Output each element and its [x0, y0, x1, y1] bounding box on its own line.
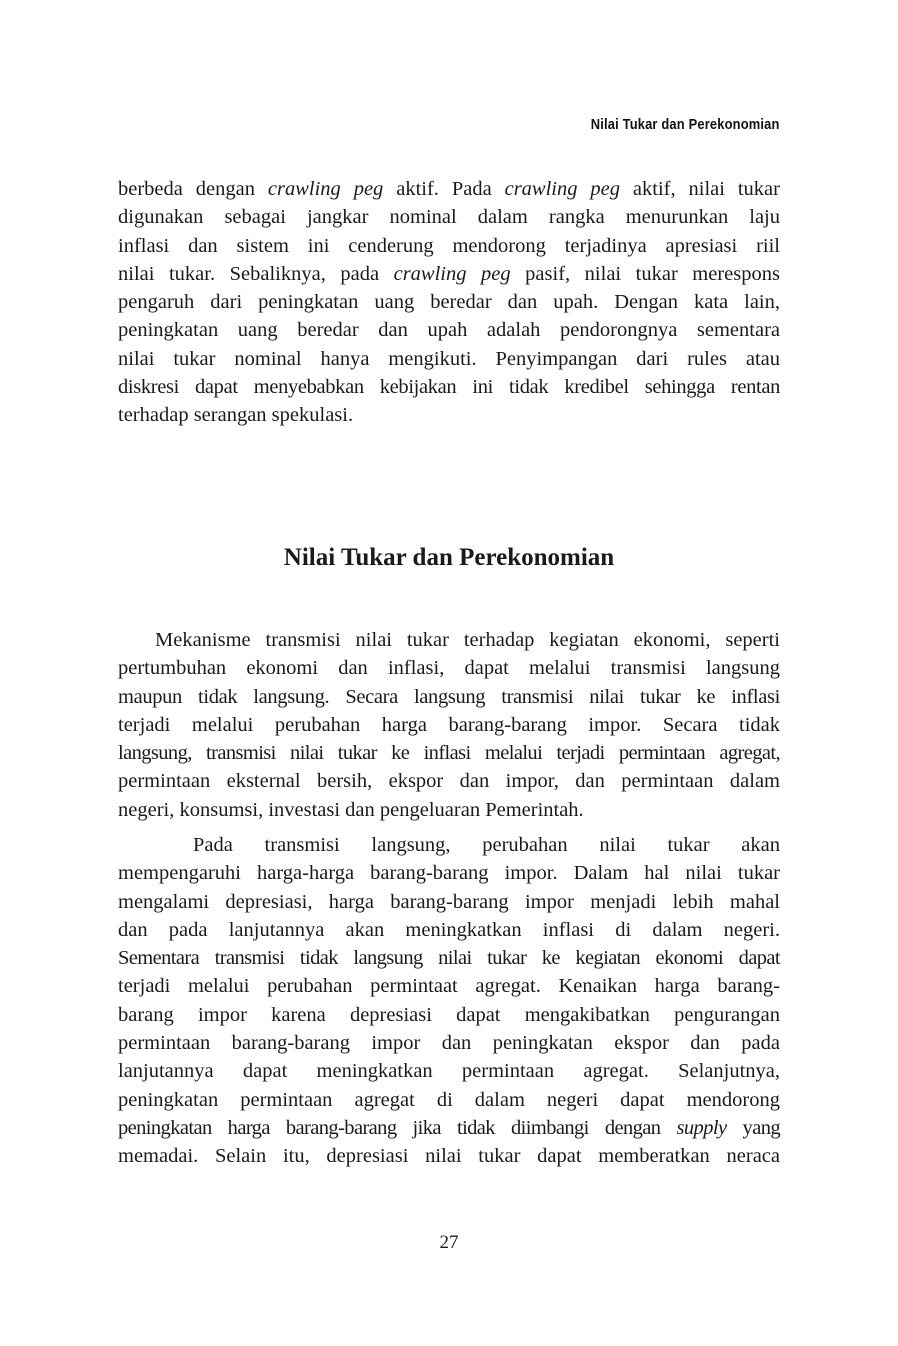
text-line: digunakan sebagai jangkar nominal dalam rangka menurunkan laju [118, 206, 780, 229]
section-title: Nilai Tukar dan Perekonomian [283, 544, 615, 571]
running-header: Nilai Tukar dan Perekonomian [591, 116, 780, 133]
text-line: negeri, konsumsi, investasi dan pengeluaran Pemerintah. [118, 798, 584, 821]
text-line: dan pada lanjutannya akan meningkatkan inflasi di dalam negeri. [118, 918, 780, 941]
text-line: mempengaruhi harga-harga barang-barang impor. Dalam hal nilai tukar [118, 862, 780, 885]
body-paragraph-1 [118, 626, 780, 824]
text-line: nilai tukar. Sebaliknya, pada crawling peg pasif, nilai tukar merespons [118, 262, 780, 285]
intro-paragraph [118, 175, 780, 430]
text-line: memadai. Selain itu, depresiasi nilai tukar dapat memberatkan neraca [118, 1145, 780, 1168]
text-line: pengaruh dari peningkatan uang beredar dan upah. Dengan kata lain, [118, 291, 780, 314]
text-line: inflasi dan sistem ini cenderung mendorong terjadinya apresiasi riil [118, 234, 780, 257]
text-line: permintaan eksternal bersih, ekspor dan impor, dan permintaan dalam [118, 770, 780, 793]
body-paragraph-2 [118, 831, 780, 1171]
text-line: barang impor karena depresiasi dapat mengakibatkan pengurangan [118, 1003, 780, 1026]
text-line: diskresi dapat menyebabkan kebijakan ini tidak kredibel sehingga rentan [118, 376, 780, 399]
text-line: berbeda dengan crawling peg aktif. Pada crawling peg aktif, nilai tukar [118, 178, 780, 200]
page-number: 27 [439, 1232, 459, 1253]
text-line: Pada transmisi langsung, perubahan nilai tukar akan [193, 834, 780, 856]
text-line: nilai tukar nominal hanya mengikuti. Penyimpangan dari rules atau [118, 347, 780, 370]
text-line: terjadi melalui perubahan harga barang-barang impor. Secara tidak [118, 713, 780, 736]
text-line: langsung, transmisi nilai tukar ke inflasi melalui terjadi permintaan agregat, [118, 742, 780, 765]
text-line: lanjutannya dapat meningkatkan permintaan agregat. Selanjutnya, [118, 1060, 780, 1083]
text-line: mengalami depresiasi, harga barang-barang impor menjadi lebih mahal [118, 890, 780, 913]
text-line: Mekanisme transmisi nilai tukar terhadap kegiatan ekonomi, seperti [155, 629, 780, 651]
text-line: terjadi melalui perubahan permintaat agregat. Kenaikan harga barang- [118, 975, 780, 998]
text-line: peningkatan permintaan agregat di dalam negeri dapat mendorong [118, 1088, 780, 1111]
text-line: terhadap serangan spekulasi. [118, 404, 354, 427]
text-line: peningkatan harga barang-barang jika tidak diimbangi dengan supply yang [118, 1116, 780, 1139]
text-line: permintaan barang-barang impor dan peningkatan ekspor dan pada [118, 1032, 780, 1055]
text-line: Sementara transmisi tidak langsung nilai tukar ke kegiatan ekonomi dapat [118, 947, 780, 970]
text-line: peningkatan uang beredar dan upah adalah pendorongnya sementara [118, 319, 780, 342]
text-line: maupun tidak langsung. Secara langsung transmisi nilai tukar ke inflasi [118, 685, 780, 708]
text-line: pertumbuhan ekonomi dan inflasi, dapat melalui transmisi langsung [118, 657, 780, 680]
